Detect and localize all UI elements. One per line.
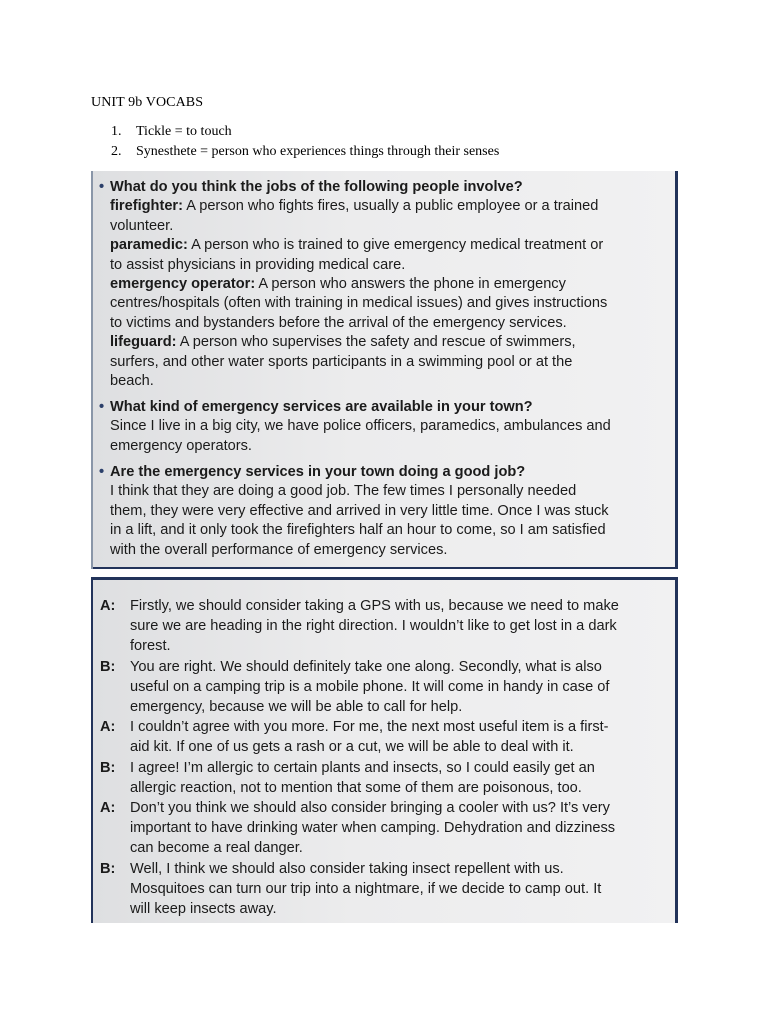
page-title: UNIT 9b VOCABS (91, 95, 204, 110)
term: emergency operator: (110, 276, 256, 293)
dialogue-turn: B: I agree! I’m allergic to certain plants and insects, so I could easily get an allergic reaction, not to mention that some of them are poisonous, too. (100, 759, 595, 796)
dialogue-turn: B: You are right. We should definitely take one along. Secondly, what is also useful on a camping trip is a mobile phone. It will come in handy in case of emergency, because we will be able to call for help. (100, 658, 610, 716)
vocab-item (111, 142, 499, 162)
bullet-icon: • (99, 399, 105, 415)
speaker-label: A: (100, 800, 116, 817)
dialogue-turn: B: Well, I think we should also consider taking insect repellent with us. Mosquitoes can turn our trip into a nightmare, if we decide to camp out. It will keep insects away. (100, 860, 602, 918)
camping-dialogue-image (91, 577, 678, 923)
vocab-text: Tickle = to touch (136, 124, 232, 139)
dialogue-turn: A: I couldn’t agree with you more. For me, the next most useful item is a first- aid kit. If one of us gets a rash or a cut, we will be able to deal with it. (100, 719, 609, 756)
dialogue (100, 596, 673, 919)
dialogue-turn: A: Don’t you think we should also consider bringing a cooler with us? It’s very important to have drinking water when camping. Dehydration and dizziness can become a real danger. (100, 800, 616, 857)
bullet-icon: • (99, 464, 105, 480)
question-block-services (93, 398, 675, 456)
vocab-text: Synesthete = person who experiences things through their senses (136, 144, 500, 159)
dialogue-turn: A: Firstly, we should consider taking a GPS with us, because we need to make sure we are heading in the right direction. I wouldn’t like to get lost in a dark forest. (100, 598, 619, 655)
speaker-label: A: (100, 598, 116, 614)
vocab-item (111, 122, 499, 142)
question-heading: • What kind of emergency services are available in your town? (93, 398, 675, 417)
answer-text: Since I live in a big city, we have police officers, paramedics, ambulances and emergency operators. (110, 418, 611, 454)
speaker-label: B: (100, 860, 116, 877)
question-heading: • What do you think the jobs of the following people involve? (93, 178, 675, 197)
term: paramedic: (110, 237, 188, 254)
definition-emergency-operator: emergency operator: A person who answers the phone in emergency centres/hospitals (often with training in medical issues) and gives instructions to victims and bystanders before the arrival of the emergency services. (110, 276, 608, 331)
definition-paramedic: paramedic: A person who is trained to give emergency medical treatment or to assist physicians in providing medical care. (110, 237, 604, 273)
question-block-performance (93, 463, 675, 560)
speaker-label: B: (100, 759, 116, 776)
question-block-jobs (93, 178, 675, 391)
term: lifeguard: (110, 334, 177, 351)
term: firefighter: (110, 198, 183, 215)
speaker-label: A: (100, 719, 116, 736)
emergency-services-image (91, 171, 678, 569)
speaker-label: B: (100, 658, 116, 675)
vocab-number: 1. (111, 124, 122, 139)
definition-lifeguard: lifeguard: A person who supervises the safety and rescue of swimmers, surfers, and other water sports participants in a swimming pool or at the beach. (110, 334, 576, 390)
vocab-number: 2. (111, 144, 122, 159)
definition-firefighter: firefighter: A person who fights fires, usually a public employee or a trained volunteer. (110, 198, 599, 234)
answer-text: I think that they are doing a good job. The few times I personally needed them, they were very effective and arrived in very little time. Once I was stuck in a lift, and it only took the firefighters half an hour to come, so I am satisfied with the overall performance of emergency services. (110, 483, 609, 558)
question-heading: • Are the emergency services in your town doing a good job? (93, 463, 675, 482)
vocab-list (111, 122, 499, 162)
bullet-icon: • (99, 179, 105, 195)
